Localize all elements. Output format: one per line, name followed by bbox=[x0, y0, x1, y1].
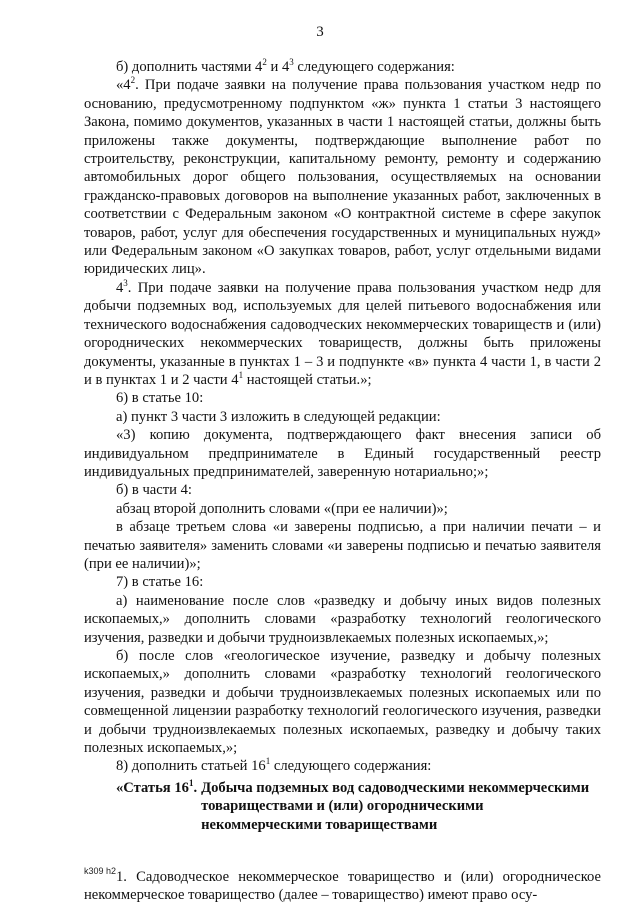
article-heading bbox=[84, 779, 601, 834]
paragraph-part-4-3: $4^3$. При подаче заявки на получение права пользования участком недр для добычи подземных вод, используемых для целей питьевого водоснабжения или технического водоснабжения садоводческих некоммерческих товариществ и (или) огороднических некоммерческих товариществ, должны быть приложены документы, указанные в пунктах 1 – 3 и подпункте «в» пункта 4 части 1, в части 2 и в пунктах 1 и 2 части $4^1$ настоящей статьи.»; bbox=[84, 277, 601, 388]
paragraph-amend-b: б) дополнить частями $4^2$ и $4^3$ следующего содержания: bbox=[116, 57, 455, 75]
paragraph-item-3: «3) копию документа, подтверждающего факт внесения записи об индивидуальном предпринимателе в Единый государственный реестр индивидуальных предпринимателей, заверенную нотариально;»; bbox=[84, 427, 601, 480]
paragraph-naming-a: а) наименование после слов «разведку и добычу иных видов полезных ископаемых,» дополнить словами «разработку технологий геологического изучения, разведки и добычи трудноизвлекаемых полезных ископаемых,»; bbox=[84, 592, 601, 646]
paragraph-abzac-3: в абзаце третьем слова «и заверены подписью, а при наличии печати – и печатью заявителя» заменить словами «и заверены подписью и печатью заявителя (при ее наличии)»; bbox=[84, 519, 601, 572]
paragraph-part-4: б) в части 4: bbox=[116, 482, 192, 499]
paragraph-article-10: 6) в статье 10: bbox=[116, 390, 204, 407]
paragraph-abzac-2: абзац второй дополнить словами «(при ее наличии)»; bbox=[116, 500, 448, 517]
article-title: Добыча подземных вод садоводческими некоммерческими товариществами и (или) огородническими некоммерческими товариществами bbox=[201, 779, 590, 833]
paragraph-after-words-b: б) после слов «геологическое изучение, разведку и добычу полезных ископаемых,» дополнить словами «разработку технологий геологического изучения, разведки и добычи трудноизвлекаемых полезных ископаемых или по совмещенной лицензии разработку технологий геологического изучения, разведки и добычи трудноизвлекаемых полезных ископаемых, разведку и добычу таких полезных ископаемых,»; bbox=[84, 648, 601, 757]
spacer bbox=[84, 834, 601, 868]
paragraph-part-4-2: «$4^2$. При подаче заявки на получение права пользования участком недр по основанию, предусмотренному подпунктом «ж» пункта 1 статьи 3 настоящего Закона, помимо документов, указанных в части 1 настоящей статьи, должны быть приложены также документы, подтверждающие выполнение работ по строительству, реконструкции, капитальному ремонту, ремонту и содержанию автомобильных дорог общего пользования, осуществляемых на основании гражданско-правовых договоров на выполнение указанных работ, заключенных в соответствии с Федеральным законом «О контрактной системе в сфере закупок товаров, работ, услуг для обеспечения государственных и муниципальных нужд» или Федеральным законом «О закупках товаров, работ, услуг отдельными видами юридических лиц». bbox=[84, 75, 601, 278]
page-number: 3 bbox=[316, 24, 324, 40]
paragraph-article-16: 7) в статье 16: bbox=[116, 574, 204, 591]
paragraph-item-a: а) пункт 3 части 3 изложить в следующей редакции: bbox=[116, 408, 441, 425]
document-body bbox=[84, 58, 601, 905]
article-label: «Статья $16^1$. bbox=[116, 777, 198, 796]
paragraph-clause-1: 1. Садоводческое некоммерческое товарищество и (или) огородническое некоммерческое товарищество (далее – товарищество) имеют право осу- bbox=[84, 869, 601, 904]
footer-code: k309 h2 bbox=[84, 866, 117, 876]
paragraph-add-article: 8) дополнить статьей $16^1$ следующего содержания: bbox=[116, 756, 432, 775]
